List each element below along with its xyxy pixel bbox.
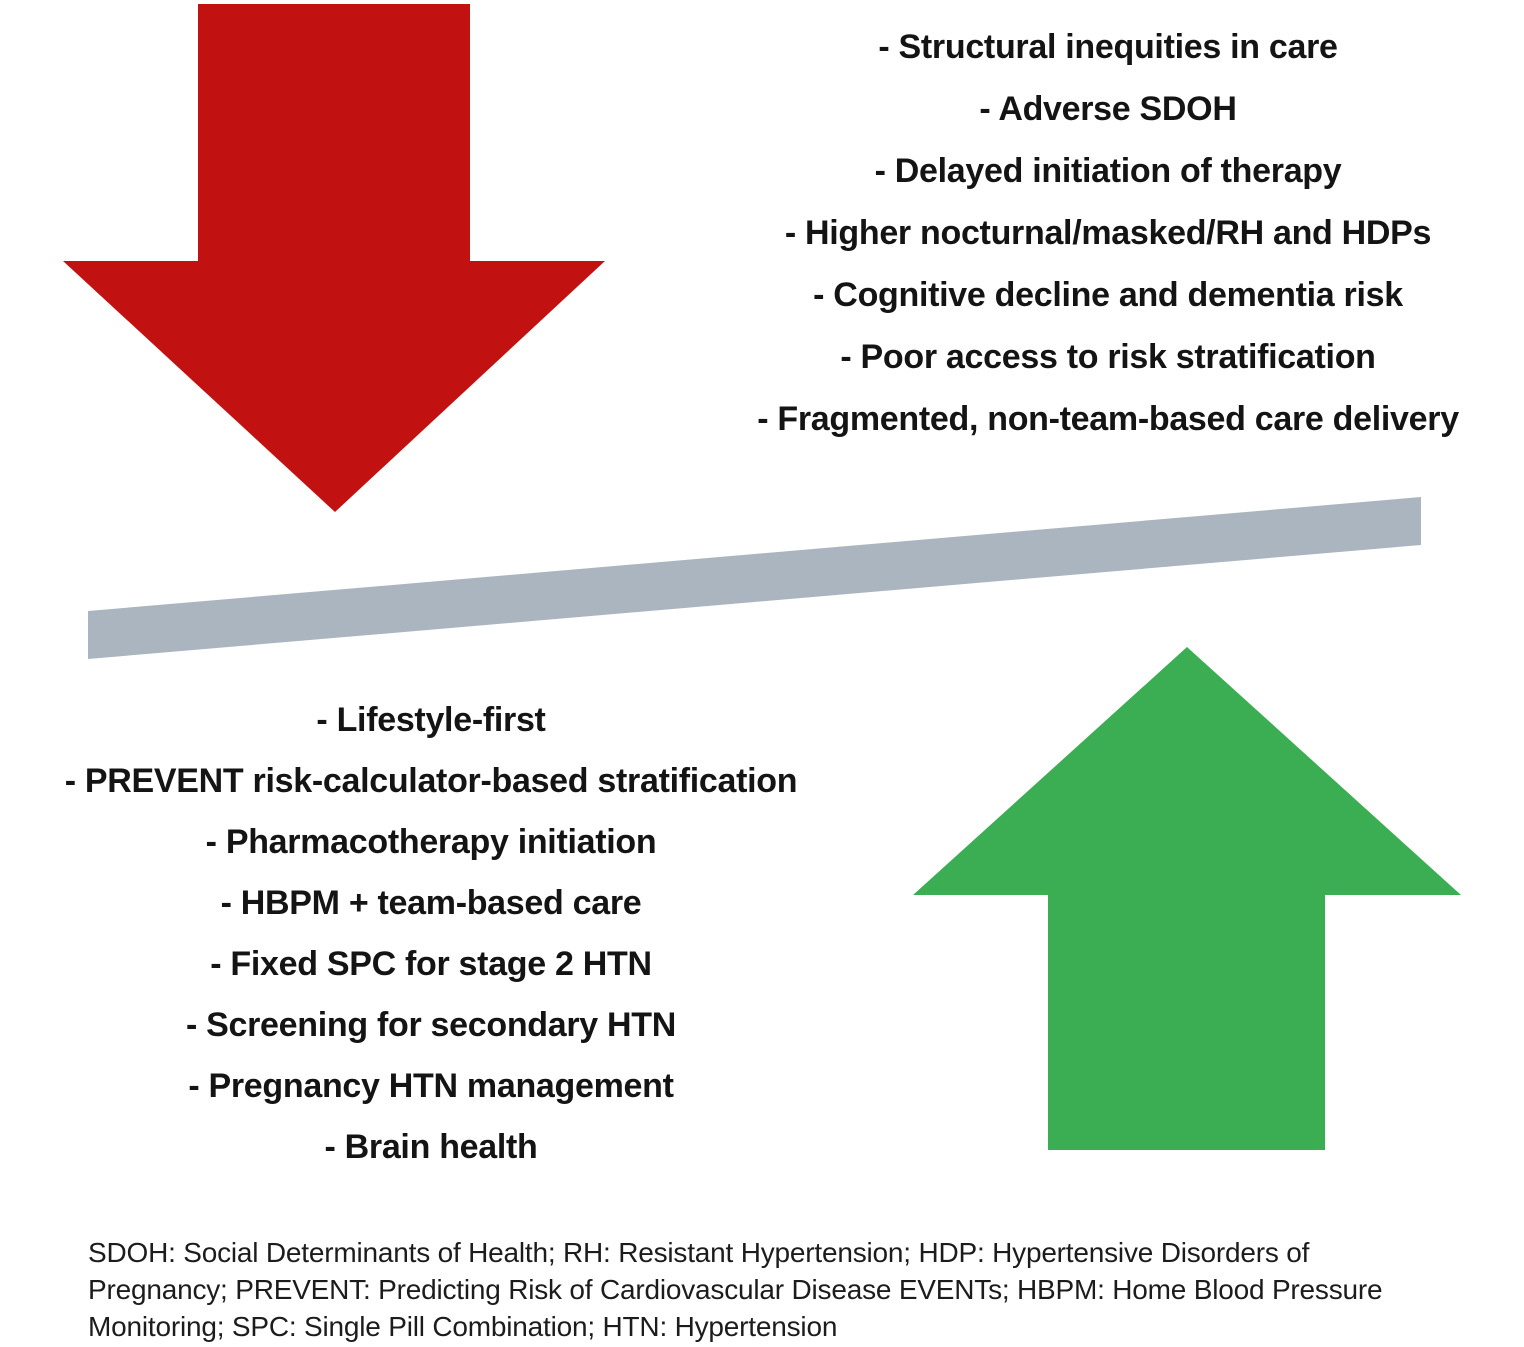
- positive-factor-item: - Lifestyle-first: [316, 701, 546, 739]
- positive-factor-item: - Pregnancy HTN management: [188, 1067, 674, 1105]
- negative-factors-list: [694, 16, 1522, 450]
- positive-factor-item: - Pharmacotherapy initiation: [205, 823, 657, 861]
- negative-factor-item: - Poor access to risk stratification: [840, 338, 1376, 376]
- negative-factor-item: - Adverse SDOH: [979, 90, 1237, 128]
- footnote-line: Monitoring; SPC: Single Pill Combination; HTN: Hypertension: [88, 1311, 838, 1342]
- positive-factor-item: - Fixed SPC for stage 2 HTN: [210, 945, 652, 983]
- positive-factor-item: - PREVENT risk-calculator-based stratification: [64, 762, 798, 800]
- negative-factor-item: - Cognitive decline and dementia risk: [813, 276, 1403, 314]
- positive-factor-item: - Screening for secondary HTN: [185, 1006, 677, 1044]
- seesaw-beam: [88, 497, 1421, 659]
- down-arrow-icon: [63, 4, 605, 512]
- positive-factor-item: - Brain health: [324, 1128, 538, 1166]
- negative-factor-item: - Structural inequities in care: [878, 28, 1338, 66]
- footnote-line: Pregnancy; PREVENT: Predicting Risk of Cardiovascular Disease EVENTs; HBPM: Home Blood Pressure: [88, 1274, 1383, 1305]
- negative-factor-item: - Fragmented, non-team-based care delivery: [757, 400, 1459, 438]
- negative-factor-item: - Higher nocturnal/masked/RH and HDPs: [784, 214, 1432, 252]
- abbreviations-footnote: [88, 1234, 1488, 1345]
- positive-factors-list: [0, 690, 871, 1178]
- up-arrow-icon: [913, 647, 1461, 1150]
- footnote-line: SDOH: Social Determinants of Health; RH: Resistant Hypertension; HDP: Hypertensive Disorders of: [88, 1237, 1310, 1268]
- negative-factor-item: - Delayed initiation of therapy: [874, 152, 1342, 190]
- positive-factor-item: - HBPM + team-based care: [220, 884, 642, 922]
